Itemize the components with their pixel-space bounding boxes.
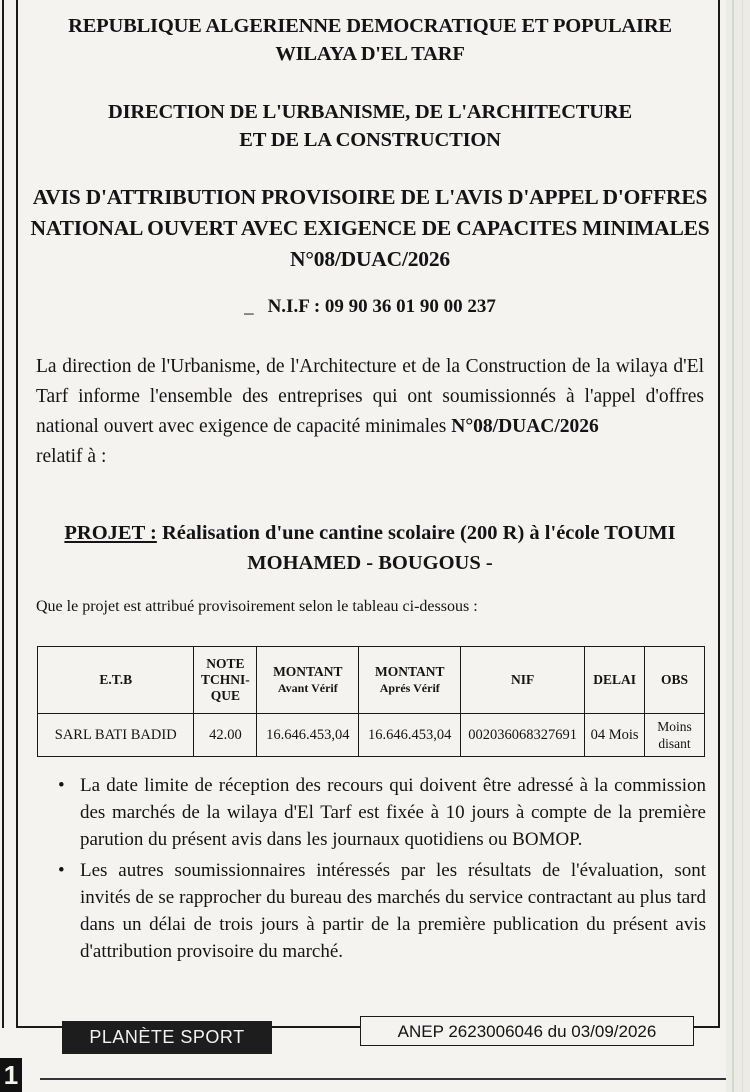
bottom-rule xyxy=(40,1078,726,1080)
anep-reference: ANEP 2623006046 du 03/09/2026 xyxy=(360,1016,694,1046)
paragraph-end: relatif à : xyxy=(36,446,107,467)
intro-paragraph xyxy=(36,352,704,472)
avis-title xyxy=(20,182,720,275)
direction-line-2: ET DE LA CONSTRUCTION xyxy=(239,129,501,151)
bullet-icon: • xyxy=(58,775,65,796)
header-montant-avant xyxy=(257,647,359,714)
paragraph-reference: N°08/DUAC/2026 xyxy=(451,416,599,437)
project-title xyxy=(40,518,700,578)
header-montant-avant-label: MONTANT xyxy=(273,664,343,679)
cell-nif: 002036068327691 xyxy=(461,714,585,757)
nif-line xyxy=(20,296,720,318)
header-nif: NIF xyxy=(461,647,585,714)
conditions-list xyxy=(56,772,706,965)
table-row xyxy=(38,714,705,757)
bullet-text: La date limite de réception des recours qui doivent être adressé à la commission des marchés de la wilaya d'El Tarf est fixée à 10 jours à compte de la première parution du présent avis dans les journaux quotidiens ou BOMOP. xyxy=(80,775,706,850)
page-number: 1 xyxy=(0,1058,22,1092)
cell-montant-apres: 16.646.453,04 xyxy=(359,714,461,757)
list-item xyxy=(56,857,706,965)
project-text: Réalisation d'une cantine scolaire (200 R) à l'école TOUMI MOHAMED - BOUGOUS - xyxy=(161,522,676,574)
cell-note: 42.00 xyxy=(194,714,257,757)
header-delai: DELAI xyxy=(585,647,645,714)
left-margin-rule xyxy=(2,0,4,1028)
project-label: PROJET : xyxy=(64,522,157,544)
header-montant-avant-sub: Avant Vérif xyxy=(277,681,338,695)
margin-line xyxy=(742,0,743,1092)
table-header-row xyxy=(38,647,705,714)
bullet-icon: • xyxy=(58,860,65,881)
wilaya-line: WILAYA D'EL TARF xyxy=(275,43,465,65)
cell-obs: Moins disant xyxy=(645,714,705,757)
cell-etb: SARL BATI BADID xyxy=(38,714,194,757)
nif-dash: _ xyxy=(244,296,254,317)
results-table xyxy=(37,646,705,757)
direction-line-1: DIRECTION DE L'URBANISME, DE L'ARCHITECTURE xyxy=(108,101,632,123)
republic-title xyxy=(20,12,720,68)
direction-title xyxy=(20,98,720,154)
avis-reference: N°08/DUAC/2026 xyxy=(290,247,450,271)
header-obs: OBS xyxy=(645,647,705,714)
table-intro: Que le projet est attribué provisoirement selon le tableau ci-dessous : xyxy=(36,598,478,615)
right-margin-strip xyxy=(726,0,750,1092)
avis-line-2: NATIONAL OUVERT AVEC EXIGENCE DE CAPACITES MINIMALES xyxy=(30,216,710,240)
header-montant-apres-sub: Aprés Vérif xyxy=(379,681,440,695)
cell-delai: 04 Mois xyxy=(585,714,645,757)
header-montant-apres-label: MONTANT xyxy=(374,664,445,679)
list-item xyxy=(56,772,706,853)
paragraph-text: La direction de l'Urbanisme, de l'Architecture et de la Construction de la wilaya d'El Tarf informe l'ensemble des entreprises qui ont soumissionnés à l'appel d'offres national ouvert avec exigence de capacité minimales xyxy=(36,356,704,437)
cell-montant-avant: 16.646.453,04 xyxy=(257,714,359,757)
section-label: PLANÈTE SPORT xyxy=(62,1021,272,1054)
avis-line-1: AVIS D'ATTRIBUTION PROVISOIRE DE L'AVIS D'APPEL D'OFFRES xyxy=(32,185,708,209)
republic-line: REPUBLIQUE ALGERIENNE DEMOCRATIQUE ET POPULAIRE xyxy=(68,15,672,37)
header-note: NOTE TCHNI-QUE xyxy=(194,647,257,714)
header-montant-apres xyxy=(359,647,461,714)
bullet-text: Les autres soumissionnaires intéressés par les résultats de l'évaluation, sont invités de se rapprocher du bureau des marchés du service contractant au plus tard dans un délai de trois jours à partir de la première publication du présent avis d'attribution provisoire du marché. xyxy=(80,860,706,962)
margin-line xyxy=(732,0,734,1092)
header-etb: E.T.B xyxy=(38,647,194,714)
nif-number: N.I.F : 09 90 36 01 90 00 237 xyxy=(267,296,496,317)
